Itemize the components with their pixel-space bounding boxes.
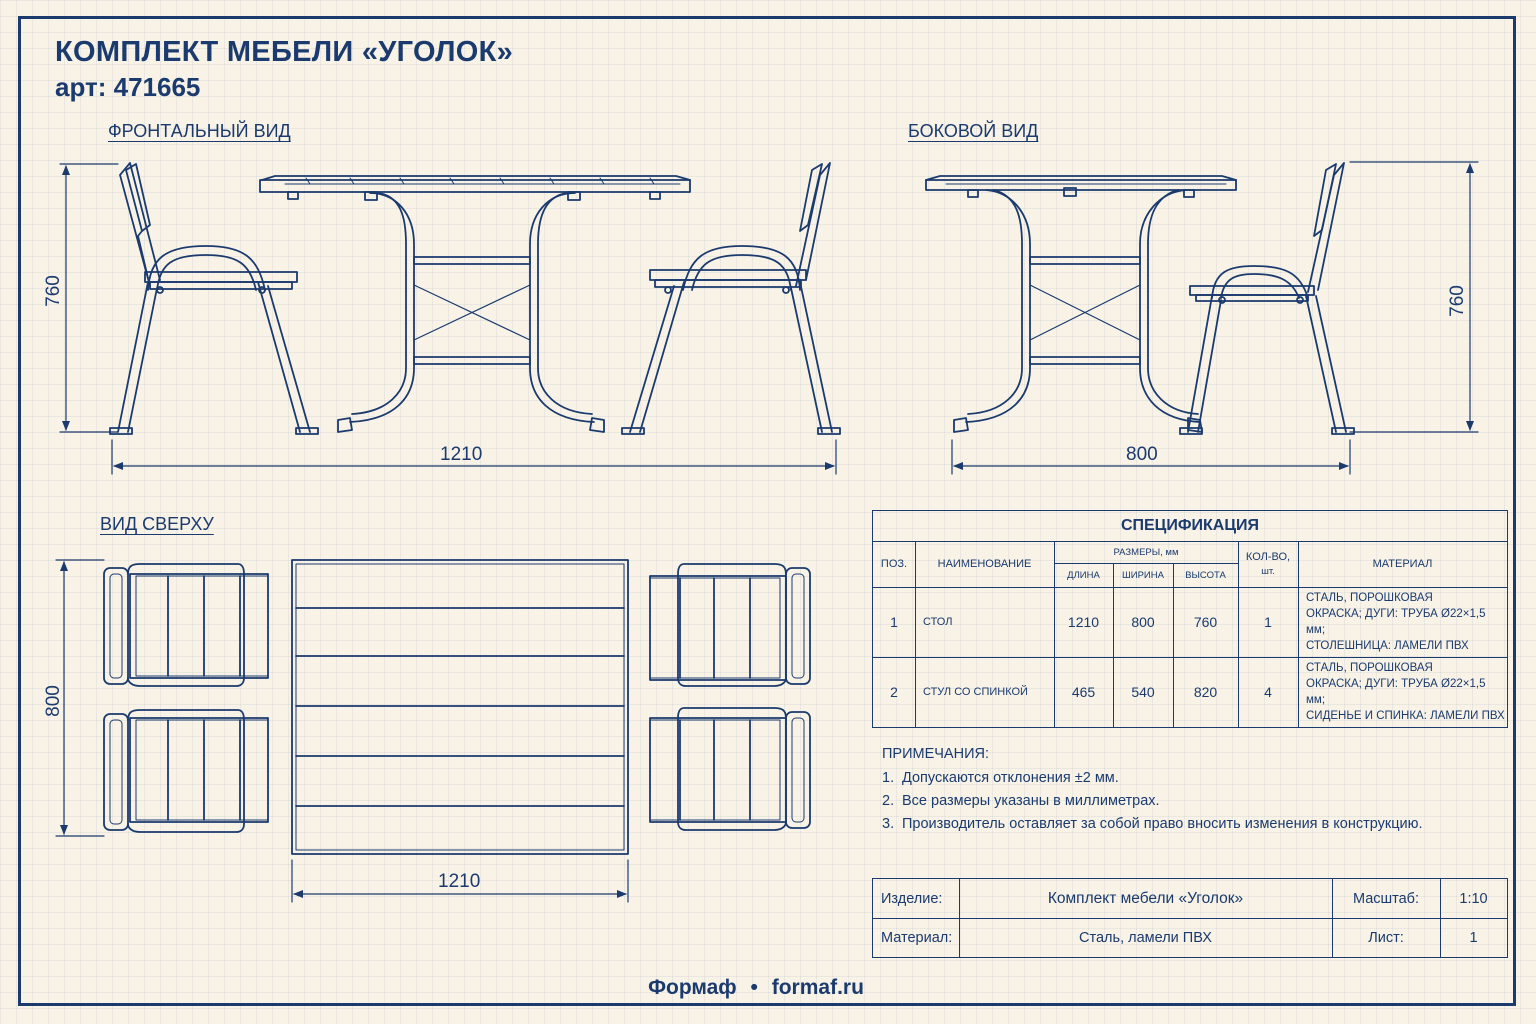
spec-title: СПЕЦИФИКАЦИЯ [1120,517,1260,534]
top-view-label: ВИД СВЕРХУ [100,514,214,534]
side-chair [1180,163,1354,434]
spec-row-material-line: ОКРАСКА; ДУГИ: ТРУБА Ø22×1,5 мм; [1306,678,1486,706]
spec-row-pos: 1 [890,614,898,630]
stamp-product-label: Изделие: [881,890,943,907]
footer-site-link[interactable]: formaf.ru [771,976,864,999]
top-width-dimension: 1210 [438,871,481,892]
front-left-chair [110,163,318,434]
top-chair-right-upper [650,564,810,686]
spec-header-width: ШИРИНА [1122,569,1164,581]
spec-row-qty: 1 [1264,614,1272,630]
side-table [926,176,1236,432]
stamp-sheet-value: 1 [1469,929,1478,946]
stamp-material-value: Сталь, ламели ПВХ [1079,929,1212,946]
spec-row-material-line: СТАЛЬ, ПОРОШКОВАЯ [1306,592,1433,604]
notes-title: ПРИМЕЧАНИЯ: [882,746,989,762]
spec-row-material-line: СТОЛЕШНИЦА: ЛАМЕЛИ ПВХ [1306,640,1469,652]
front-view-label: ФРОНТАЛЬНЫЙ ВИД [108,121,291,141]
note-number: 1. [882,770,895,786]
stamp-product-value: Комплект мебели «Уголок» [1047,889,1244,907]
spec-row-qty: 4 [1264,684,1272,700]
front-table [260,176,690,432]
top-chair-right-lower [650,708,810,830]
spec-header-length: ДЛИНА [1067,569,1100,581]
title-block [872,878,1508,958]
spec-row-width: 800 [1131,614,1155,630]
spec-row-material-line: СИДЕНЬЕ И СПИНКА: ЛАМЕЛИ ПВХ [1306,710,1505,722]
front-width-dimension: 1210 [440,444,483,465]
side-height-dimension: 760 [1447,285,1468,317]
note-number: 3. [882,816,895,832]
top-dimensions [56,560,628,902]
spec-header-qty-label: КОЛ-ВО, [1245,551,1291,563]
note-number: 2. [882,793,895,809]
stamp-sheet-label: Лист: [1368,929,1404,946]
spec-row-height: 820 [1193,684,1218,700]
front-view-drawing [60,163,840,474]
spec-row-material [1298,657,1507,727]
drawing-title: КОМПЛЕКТ МЕБЕЛИ «УГОЛОК» [55,36,514,68]
spec-row-pos: 2 [890,684,898,700]
side-view-drawing [926,162,1478,474]
spec-row-name: СТУЛ СО СПИНКОЙ [923,686,1028,698]
stamp-material-label: Материал: [881,929,953,946]
stamp-scale-value: 1:10 [1459,890,1488,907]
note-text: Допускаются отклонения ±2 мм. [902,770,1119,786]
note-item [882,816,1423,832]
front-dimensions [60,164,836,474]
spec-row-width: 540 [1131,684,1155,700]
spec-row-length: 1210 [1067,614,1100,630]
spec-header-sizes: РАЗМЕРЫ, мм [1113,546,1179,558]
top-table [292,560,628,854]
spec-row-name: СТОЛ [923,616,953,628]
note-item [882,793,1423,809]
spec-header-qty-unit: шт. [1261,566,1275,577]
top-chair-left-upper [104,564,268,686]
front-height-dimension: 760 [43,275,64,307]
note-item [882,770,1423,786]
spec-header-qty [1238,541,1298,587]
specification-table [872,510,1508,728]
side-view-label: БОКОВОЙ ВИД [908,121,1039,141]
top-chair-left-lower [104,710,268,832]
notes-list [882,770,1423,832]
article-number: арт: 471665 [55,72,201,102]
footer-inner [648,976,864,999]
spec-row-material [1298,587,1507,657]
spec-row-height: 760 [1193,614,1218,630]
footer-brand: Формаф [648,976,737,999]
footer-separator: • [750,976,758,999]
note-text: Производитель оставляет за собой право вносить изменения в конструкцию. [902,816,1423,832]
spec-header-pos: ПОЗ. [880,558,908,570]
top-height-dimension: 800 [43,685,64,717]
top-view-drawing [56,560,810,902]
spec-row-material-line: ОКРАСКА; ДУГИ: ТРУБА Ø22×1,5 мм; [1306,608,1486,636]
front-right-chair [622,163,840,434]
note-text: Все размеры указаны в миллиметрах. [902,793,1160,809]
side-width-dimension: 800 [1126,444,1158,465]
spec-header-height: ВЫСОТА [1185,569,1226,581]
spec-header-name: НАИМЕНОВАНИЕ [937,558,1032,570]
spec-header-material: МАТЕРИАЛ [1372,558,1433,570]
spec-row-length: 465 [1071,684,1096,700]
notes-section [882,746,1423,839]
footer [0,976,1536,1000]
spec-row-material-line: СТАЛЬ, ПОРОШКОВАЯ [1306,662,1433,674]
stamp-scale-label: Масштаб: [1352,890,1420,907]
